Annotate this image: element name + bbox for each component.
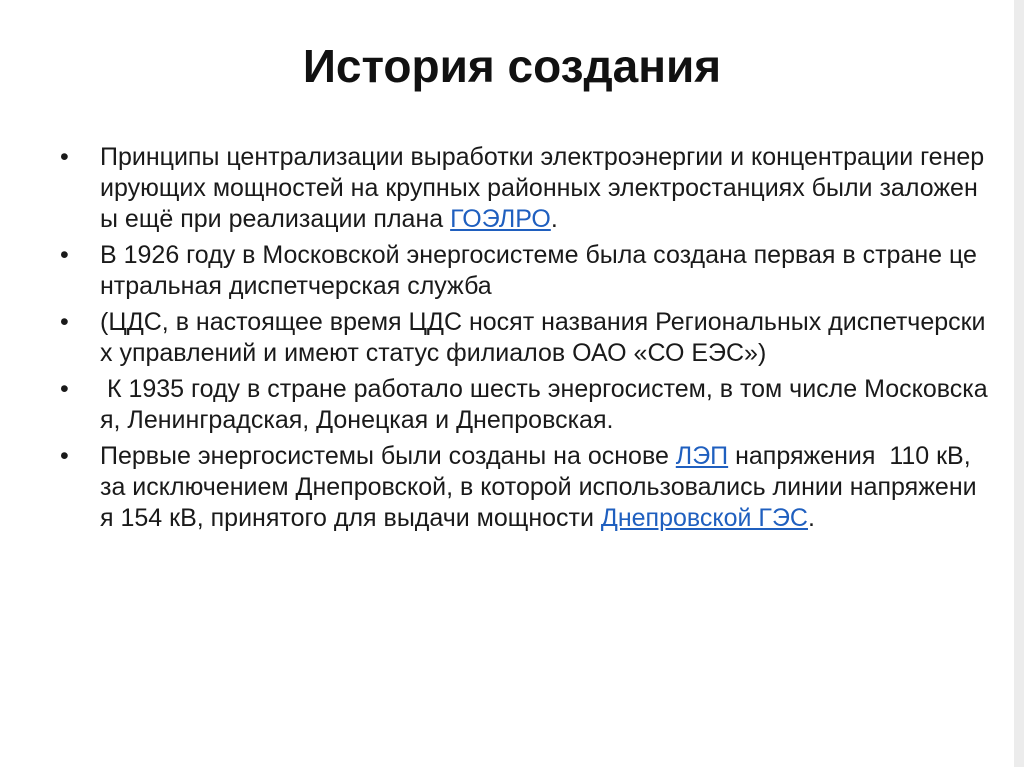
bullet-item-cds	[60, 307, 988, 369]
slide-right-edge	[1014, 0, 1024, 767]
bullet-text: (ЦДС, в настоящее время ЦДС носят названия Региональных диспетчерских управлений и имеют статус филиалов ОАО «СО ЕЭС»)	[100, 308, 986, 367]
slide-title: История создания	[302, 40, 722, 92]
goelro-link[interactable]: ГОЭЛРО	[450, 205, 551, 233]
bullet-text: К 1935 году в стране работало шесть энергосистем, в том числе Московская, Ленинградская, Донецкая и Днепровская.	[100, 375, 988, 434]
bullet-text-end: .	[808, 504, 815, 532]
bullet-text: Принципы централизации выработки электроэнергии и концентрации генерирующих мощностей на крупных районных электростанциях были заложены ещё при реализации плана	[100, 143, 985, 233]
bullet-text: В 1926 году в Московской энергосистеме была создана первая в стране центральная диспетчерская служба	[100, 241, 977, 300]
bullet-item-1935	[60, 374, 988, 436]
bullet-text-end: .	[550, 205, 558, 233]
bullet-text: Первые энергосистемы были созданы на основе	[100, 442, 676, 470]
bullet-marker: •	[60, 375, 69, 403]
bullet-marker: •	[60, 308, 69, 336]
bullet-marker: •	[60, 241, 69, 269]
lep-link[interactable]: ЛЭП	[675, 442, 729, 470]
bullet-item-first-systems	[60, 441, 988, 534]
bullet-marker: •	[60, 143, 69, 171]
bullet-item-goelro	[60, 142, 988, 235]
bullet-item-1926	[60, 240, 988, 302]
bullet-text-middle: напряжения 110 кВ, за исключением Днепровской, в которой использовались линии напряжения 154 кВ, принятого для выдачи мощности	[100, 442, 978, 532]
bullet-list	[60, 142, 988, 539]
bullet-marker: •	[60, 442, 69, 470]
dneprovskaya-ges-link[interactable]: Днепровской ГЭС	[600, 504, 808, 532]
